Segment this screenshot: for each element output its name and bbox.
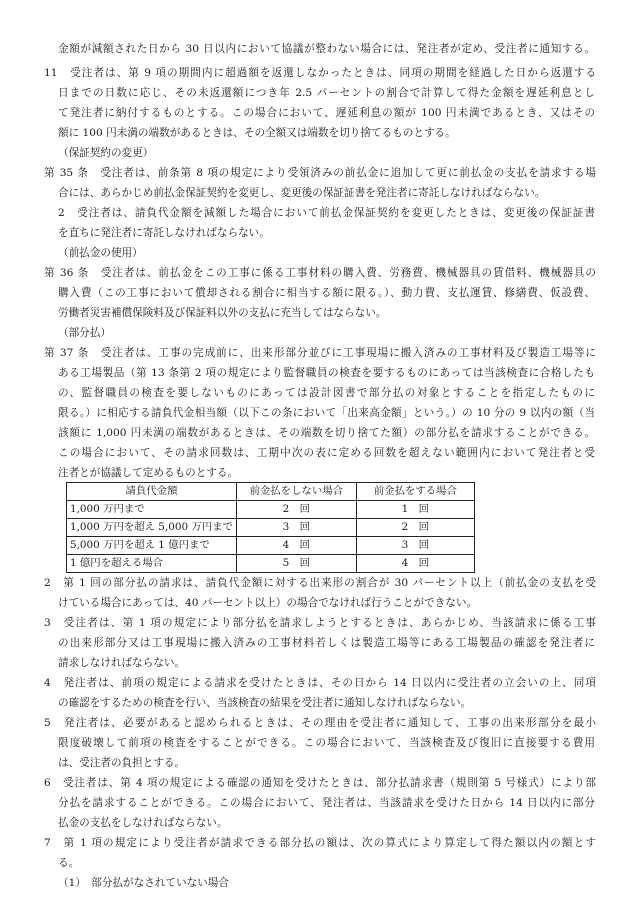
text-line-content: 6 受注者は、第 4 項の規定による確認の通知を受けたときは、部分払請求書（規則第 5 号様式）により部 [44, 777, 596, 789]
table-cell: 3 回 [356, 537, 474, 555]
table-row [67, 555, 475, 573]
text-line [58, 734, 595, 752]
text-line [58, 754, 185, 772]
text-line-content: 注者とが協議して定めるものとする。 [58, 467, 239, 479]
text-line-content: 労働者災害補償保険料及び保証料以外の支払に充当してはならない。 [58, 307, 387, 319]
table-cell: 4 回 [356, 555, 474, 573]
table-cell: 5 回 [236, 555, 356, 573]
table-header-cell: 前金払をしない場合 [236, 483, 356, 501]
text-line-content: 2 受注者は、請負代金額を減額した場合において前払金保証契約を変更したときは、変更後の保証証書 [58, 207, 595, 219]
text-line-content: 限る。）に相応する請負代金相当額（以下この条において「出来高金額」という。）の 10 分の 9 以内の額（当 [58, 407, 595, 419]
text-line-content: 第 37 条 受注者は、工事の完成前に、出来形部分並びに工事現場に搬入済みの工事材料及び製造工場等に [44, 347, 596, 359]
clause-3 [44, 614, 596, 632]
text-line-content: 分払を請求することができる。この場合において、発注者は、当該請求を受けた日から 14 日以内に部分 [58, 797, 595, 809]
text-line-content: 第 35 条 受注者は、前条第 8 項の規定により受領済みの前払金に追加して更に前払金の支払を請求する場 [44, 167, 596, 179]
text-line-content: は、受注者の負担とする。 [58, 757, 186, 769]
table-cell: 1 回 [356, 501, 474, 519]
table-cell: 3 回 [236, 519, 356, 537]
table-row [67, 519, 475, 537]
table-header-cell: 請負代金額 [67, 483, 237, 501]
text-line [58, 124, 456, 142]
text-line-content: 第 36 条 受注者は、前払金をこの工事に係る工事材料の購入費、労務費、機械器具の賃借料、機械器具の [44, 267, 596, 279]
payment-count-table [66, 482, 475, 573]
text-line-content: 払金の支払をしなければならない。 [58, 817, 228, 829]
table-cell: 1,000 万円まで [67, 501, 237, 519]
text-line-content: この場合において、その請求回数は、工期中次の表に定める回数を超えない範囲内において発注者と受 [58, 447, 595, 459]
text-line-content: 7 第 1 項の規定により受注者が請求できる部分払の額は、次の算式により算定して得た額以内の額とす [44, 837, 596, 849]
clause-7 [44, 834, 596, 852]
table-row [67, 501, 475, 519]
text-line-content: て発注者に納付するものとする。この場合において、遅延利息の額が 100 円未満であるとき、又はその [58, 107, 595, 119]
table-header-row [67, 483, 475, 501]
text-line [58, 694, 471, 712]
section-heading [58, 324, 111, 342]
text-line [58, 104, 595, 122]
text-line-content: 購入費（この工事において償却される割合に相当する額に限る。）、動力費、支払運賃、修繕費、仮設費、 [58, 287, 595, 299]
text-line [58, 814, 228, 832]
text-line [58, 634, 595, 652]
text-line [58, 284, 595, 302]
text-line-content: る。 [58, 857, 80, 869]
text-line-content: の、監督職員の検査を要しないものにあっては設計図書で部分払の対象とすることを指定したものに [58, 387, 595, 399]
text-line-content: 該額に 1,000 円未満の端数があるときは、その端数を切り捨てた額）の部分払を請求することができる。 [58, 427, 595, 439]
section-heading [58, 144, 153, 162]
text-line-content: 2 第 1 回の部分払の請求は、請負代金額に対する出来形の割合が 30 パーセント以上（前払金の支払を受 [44, 577, 596, 589]
text-line-content: 請求しなければならない。 [58, 657, 186, 669]
text-line [58, 184, 545, 202]
text-line-content: （部分払） [58, 327, 111, 339]
text-line [58, 40, 595, 58]
table-cell: 5,000 万円を超え 1 億円まで [67, 537, 237, 555]
table-row [67, 537, 475, 555]
text-line-content: を直ちに発注者に寄託しなければならない。 [58, 227, 270, 239]
text-line [58, 84, 595, 102]
clause-2 [44, 574, 596, 592]
text-line [58, 854, 79, 872]
table-cell: 1,000 万円を超え 5,000 万円まで [67, 519, 237, 537]
text-line [58, 794, 595, 812]
text-line-content: の出来形部分又は工事現場に搬入済みの工事材料若しくは製造工場等にある工場製品の確認を発注者に [58, 637, 595, 649]
text-line-content: （前払金の使用） [58, 247, 143, 259]
article-35 [44, 164, 596, 182]
text-line-content: 額に 100 円未満の端数があるときは、その全額又は端数を切り捨てるものとする。 [58, 127, 456, 139]
article-36 [44, 264, 596, 282]
article-37 [44, 344, 596, 362]
clause-4 [44, 674, 596, 692]
table-header-cell: 前金払をする場合 [356, 483, 474, 501]
text-line-content: けている場合にあっては、40 パーセント以上）の場合でなければ行うことができない。 [58, 597, 478, 609]
text-line-content: 3 受注者は、第 1 項の規定により部分払を請求しようとするときは、あらかじめ、当該請求に係る工事 [44, 617, 596, 629]
text-line-content: （保証契約の変更） [58, 147, 154, 159]
text-line-content: の確認をするための検査を行い、当該検査の結果を受注者に通知しなければならない。 [58, 697, 472, 709]
text-line [58, 364, 595, 382]
text-line [58, 224, 270, 242]
text-line [58, 424, 595, 442]
text-line [44, 64, 596, 82]
text-line [58, 204, 595, 222]
text-line-content: 5 発注者は、必要があると認められるときは、その理由を受注者に通知して、工事の出来形部分を最小 [44, 717, 596, 729]
text-line-content: 限度破壊して前項の検査をすることができる。この場合において、当該検査及び復旧に直接要する費用 [58, 737, 595, 749]
text-line [58, 304, 386, 322]
text-line [58, 464, 238, 482]
sub-item-heading [58, 874, 229, 892]
text-line [58, 384, 595, 402]
text-line-content: （1） 部分払がなされていない場合 [58, 877, 229, 889]
table-cell: 1 億円を超える場合 [67, 555, 237, 573]
text-line-content: 11 受注者は、第 9 項の期間内に超過額を返還しなかったときは、同項の期間を経過した日から返還する [44, 67, 596, 79]
text-line-content: 4 発注者は、前項の規定による請求を受けたときは、その日から 14 日以内に受注者の立会いの上、同項 [44, 677, 596, 689]
text-line-content: 金額が減額された日から 30 日以内において協議が整わない場合には、発注者が定め、受注者に通知する。 [58, 43, 595, 55]
table-cell: 2 回 [356, 519, 474, 537]
clause-6 [44, 774, 596, 792]
text-line [58, 444, 595, 462]
text-line [58, 654, 185, 672]
section-heading [58, 244, 143, 262]
text-line-content: 合には、あらかじめ前払金保証契約を変更し、変更後の保証証書を発注者に寄託しなければならない。 [58, 187, 546, 199]
text-line [58, 594, 477, 612]
text-line-content: 日までの日数に応じ、その未返還額につき年 2.5 パーセントの割合で計算して得た金額を遅延利息とし [58, 87, 595, 99]
table-cell: 2 回 [236, 501, 356, 519]
text-line [58, 404, 595, 422]
text-line-content: ある工場製品（第 13 条第 2 項の規定により監督職員の検査を要するものにあっては当該検査に合格したも [58, 367, 595, 379]
clause-5 [44, 714, 596, 732]
table-cell: 4 回 [236, 537, 356, 555]
